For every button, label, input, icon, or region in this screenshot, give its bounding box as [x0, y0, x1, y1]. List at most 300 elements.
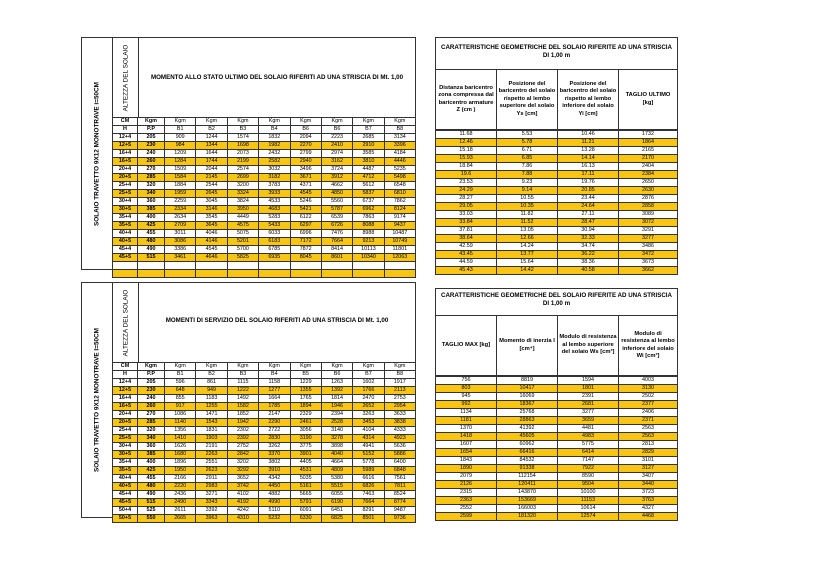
- table-cell: 2685: [353, 134, 384, 142]
- table-cell: 40.58: [558, 267, 619, 275]
- table-row: [436, 163, 678, 171]
- table-row: [436, 433, 678, 441]
- table-cell: 40+4: [113, 475, 138, 483]
- table-cell: 3659: [558, 417, 619, 425]
- table-cell: 12063: [384, 254, 415, 262]
- table-cell: 2170: [619, 155, 678, 163]
- table-cell: 20+4: [113, 166, 138, 174]
- table-row: [113, 427, 416, 435]
- table-cell: 550: [138, 515, 165, 523]
- table-row: [436, 147, 678, 155]
- table-cell: 1543: [196, 419, 227, 427]
- table-cell: 10.46: [558, 131, 619, 139]
- table-cell: 3950: [227, 206, 258, 214]
- table-cell: 3386: [165, 246, 196, 254]
- table-cell: 9174: [384, 214, 415, 222]
- table-cell: 10614: [558, 505, 619, 513]
- table-cell: 4662: [321, 182, 352, 190]
- table-cell: 13.05: [497, 227, 558, 235]
- table-cell: 20+4: [113, 411, 138, 419]
- table-cell: 7811: [384, 483, 415, 491]
- table-cell: 1801: [558, 385, 619, 393]
- table-cell: 7147: [558, 457, 619, 465]
- table-row: [113, 142, 416, 150]
- table-cell: 12.46: [436, 139, 497, 147]
- table-cell: 2220: [165, 483, 196, 491]
- top-altezza-box: [112, 37, 139, 118]
- top-right-title: CARATTERISTICHE GEOMETRICHE DEL SOLAIO RIFERITE AD UNA STRISCIA DI 1,00 m: [440, 44, 672, 59]
- table-cell: 2974: [321, 150, 352, 158]
- top-side-label: SOLAIO TRAVETTO 9X12 MONOTRAVE i=50CM: [93, 81, 101, 226]
- table-cell: 25+4: [113, 182, 138, 190]
- table-cell: 984: [165, 142, 196, 150]
- table-row: [113, 166, 416, 174]
- table-cell: 3838: [384, 419, 415, 427]
- table-cell: 1229: [290, 379, 321, 387]
- bottom-side-label: SOLAIO TRAVETTO 9X12 MONOTRAVE I=50CM: [93, 328, 101, 472]
- table-cell: 2290: [259, 419, 290, 427]
- table-cell: 30.94: [558, 227, 619, 235]
- column-header-row: [113, 371, 416, 379]
- table-cell: 11.52: [497, 219, 558, 227]
- table-cell: 1277: [259, 387, 290, 395]
- table-cell: 2842: [227, 451, 258, 459]
- table-cell: [227, 270, 258, 278]
- bottom-right-head-2: Momento di inerzia I [cm⁴]: [496, 315, 558, 376]
- table-cell: 24.64: [558, 203, 619, 211]
- table-cell: 9.14: [497, 187, 558, 195]
- table-cell: 2191: [196, 443, 227, 451]
- table-cell: 45+4: [113, 246, 138, 254]
- table-cell: B5: [290, 371, 321, 379]
- table-row: [113, 206, 416, 214]
- table-cell: 4333: [384, 427, 415, 435]
- table-cell: 3775: [290, 443, 321, 451]
- table-cell: 8088: [353, 222, 384, 230]
- table-cell: P.P: [138, 126, 165, 134]
- table-cell: 4990: [259, 499, 290, 507]
- table-cell: B2: [196, 126, 227, 134]
- table-cell: 3072: [619, 219, 678, 227]
- table-cell: 84532: [497, 457, 558, 465]
- table-cell: 6033: [259, 230, 290, 238]
- table-cell: 4040: [321, 451, 352, 459]
- table-cell: 205: [138, 134, 165, 142]
- table-row: [113, 387, 416, 395]
- table-row: [436, 131, 678, 139]
- table-cell: 29.05: [436, 203, 497, 211]
- table-cell: 3032: [259, 166, 290, 174]
- top-right-head-1: Distanza baricentro zona compressa dal baricentro armature Z (cm ): [435, 69, 497, 130]
- table-cell: 7.88: [497, 171, 558, 179]
- top-title: MOMENTO ALLO STATO ULTIMO DEL SOLAIO RIFERITI AD UNA STRISCIA DI Mt. 1,00: [150, 74, 404, 81]
- table-cell: B4: [259, 126, 290, 134]
- table-row: [436, 219, 678, 227]
- table-cell: 4545: [196, 246, 227, 254]
- table-cell: 166003: [497, 505, 558, 513]
- table-cell: 5035: [290, 475, 321, 483]
- table-row: [436, 513, 678, 521]
- table-cell: 1698: [227, 142, 258, 150]
- top-title-box: [138, 37, 416, 118]
- table-cell: 1626: [165, 443, 196, 451]
- table-cell: 12.66: [497, 235, 558, 243]
- table-cell: 10487: [384, 230, 415, 238]
- bottom-altezza-label: ALTEZZA DEL SOLAIO: [122, 289, 129, 356]
- table-cell: 260: [138, 158, 165, 166]
- table-cell: 3127: [619, 465, 678, 473]
- table-cell: 3370: [259, 451, 290, 459]
- table-cell: 2528: [321, 419, 352, 427]
- table-cell: 2404: [619, 163, 678, 171]
- table-cell: 4923: [384, 435, 415, 443]
- bottom-right-head-1: TAGLIO MAX [kg]: [435, 315, 497, 376]
- table-cell: Kgm: [138, 363, 165, 371]
- table-row: [113, 246, 416, 254]
- table-cell: 240: [138, 395, 165, 403]
- table-row: [113, 174, 416, 182]
- table-cell: 34.74: [558, 243, 619, 251]
- table-cell: [138, 262, 165, 270]
- table-cell: 2410: [321, 142, 352, 150]
- table-cell: 20+5: [113, 419, 138, 427]
- table-cell: 30+4: [113, 198, 138, 206]
- table-cell: 3086: [165, 238, 196, 246]
- table-cell: 480: [138, 483, 165, 491]
- table-row: [113, 459, 416, 467]
- table-cell: 4184: [384, 150, 415, 158]
- table-row: [436, 179, 678, 187]
- table-cell: 3496: [290, 166, 321, 174]
- table-cell: 5433: [259, 222, 290, 230]
- table-cell: 5837: [353, 190, 384, 198]
- table-cell: Kgm: [259, 363, 290, 371]
- table-cell: 3802: [259, 459, 290, 467]
- table-row: [113, 395, 416, 403]
- table-cell: [113, 262, 138, 270]
- table-cell: B8: [384, 371, 415, 379]
- table-cell: 2752: [227, 443, 258, 451]
- table-cell: 2315: [436, 489, 497, 497]
- top-side-label-box: [81, 37, 113, 270]
- table-cell: 25+4: [113, 427, 138, 435]
- table-cell: 3263: [353, 411, 384, 419]
- table-cell: 2461: [290, 419, 321, 427]
- top-right-head-3: Posizione del baricentro del solaio rispetto al lembo inferiore del solaio Yi [cm]: [557, 69, 619, 130]
- table-cell: 4850: [321, 190, 352, 198]
- table-row: [436, 187, 678, 195]
- table-row: [436, 251, 678, 259]
- table-cell: 10.35: [497, 203, 558, 211]
- table-cell: 3633: [384, 411, 415, 419]
- table-cell: [384, 270, 415, 278]
- table-cell: 2270: [290, 142, 321, 150]
- table-cell: 37.81: [436, 227, 497, 235]
- table-cell: 30+4: [113, 443, 138, 451]
- table-cell: 13.77: [497, 251, 558, 259]
- table-cell: 5421: [290, 206, 321, 214]
- table-cell: 1255: [196, 403, 227, 411]
- top-altezza-label: ALTEZZA DEL SOLAIO: [122, 44, 129, 111]
- table-cell: 38.64: [436, 235, 497, 243]
- table-cell: 5665: [290, 491, 321, 499]
- bottom-geometry-table: [435, 376, 678, 521]
- table-cell: 15.64: [497, 259, 558, 267]
- table-cell: 6.71: [497, 147, 558, 155]
- table-cell: 8601: [321, 254, 352, 262]
- table-cell: 1222: [227, 387, 258, 395]
- table-cell: Kgm: [259, 118, 290, 126]
- table-cell: Kgm: [290, 363, 321, 371]
- table-cell: 3910: [259, 467, 290, 475]
- table-cell: 8524: [384, 491, 415, 499]
- table-cell: [165, 262, 196, 270]
- table-cell: 1894: [290, 403, 321, 411]
- table-cell: 4327: [619, 505, 678, 513]
- table-cell: 1370: [436, 425, 497, 433]
- table-cell: [227, 262, 258, 270]
- table-cell: 861: [196, 379, 227, 387]
- table-cell: [321, 270, 352, 278]
- table-cell: Kgm: [227, 118, 258, 126]
- table-cell: 340: [138, 435, 165, 443]
- table-cell: 12+5: [113, 387, 138, 395]
- table-cell: 1831: [196, 427, 227, 435]
- table-row: [113, 499, 416, 507]
- table-cell: 3056: [290, 427, 321, 435]
- table-row: [436, 449, 678, 457]
- table-row: [113, 483, 416, 491]
- table-cell: 1917: [384, 379, 415, 387]
- table-cell: 5232: [259, 515, 290, 523]
- table-cell: 4310: [227, 515, 258, 523]
- table-cell: Kgm: [165, 363, 196, 371]
- table-cell: 5235: [384, 166, 415, 174]
- table-cell: 2113: [384, 387, 415, 395]
- table-cell: 6726: [321, 222, 352, 230]
- table-cell: 2199: [227, 158, 258, 166]
- table-row: [436, 401, 678, 409]
- table-cell: 3912: [321, 174, 352, 182]
- table-cell: 45.43: [436, 267, 497, 275]
- table-row: [113, 467, 416, 475]
- table-cell: 2165: [619, 147, 678, 155]
- table-row: [436, 393, 678, 401]
- table-cell: 320: [138, 427, 165, 435]
- table-cell: 2709: [165, 222, 196, 230]
- table-cell: 1654: [436, 449, 497, 457]
- table-cell: 3011: [165, 230, 196, 238]
- table-cell: 6297: [290, 222, 321, 230]
- table-cell: 14.14: [558, 155, 619, 163]
- table-cell: 41392: [497, 425, 558, 433]
- table-cell: 4342: [259, 475, 290, 483]
- table-cell: 3585: [353, 150, 384, 158]
- table-cell: 1602: [353, 379, 384, 387]
- table-cell: 2377: [619, 401, 678, 409]
- table-cell: 3324: [227, 190, 258, 198]
- table-cell: B1: [165, 126, 196, 134]
- table-cell: 949: [196, 387, 227, 395]
- table-cell: 4104: [353, 427, 384, 435]
- table-cell: 7922: [558, 465, 619, 473]
- table-cell: 12+5: [113, 142, 138, 150]
- table-cell: 385: [138, 451, 165, 459]
- table-cell: 2830: [259, 435, 290, 443]
- table-row: [436, 505, 678, 513]
- table-cell: 3277: [558, 409, 619, 417]
- table-cell: Kgm: [196, 118, 227, 126]
- table-cell: 3291: [619, 227, 678, 235]
- table-cell: 18367: [497, 401, 558, 409]
- table-cell: 3292: [227, 467, 258, 475]
- table-cell: 2681: [558, 401, 619, 409]
- table-row: [113, 475, 416, 483]
- table-cell: 11153: [558, 497, 619, 505]
- table-cell: 5.53: [497, 131, 558, 139]
- table-cell: 2623: [196, 467, 227, 475]
- table-cell: 4446: [384, 158, 415, 166]
- table-cell: 1896: [165, 459, 196, 467]
- table-cell: 5775: [558, 441, 619, 449]
- bottom-right-head-3: Modulo di resistenza al lembo superiore del solaio Ws [cm³]: [557, 315, 619, 376]
- table-cell: 2829: [619, 449, 678, 457]
- table-row: [436, 171, 678, 179]
- table-cell: 35+5: [113, 467, 138, 475]
- table-cell: 3277: [619, 235, 678, 243]
- table-cell: 36.22: [558, 251, 619, 259]
- table-cell: 23.53: [436, 179, 497, 187]
- table-cell: 6996: [290, 230, 321, 238]
- table-cell: [290, 270, 321, 278]
- bottom-right-title-box: [435, 288, 678, 316]
- table-cell: 1765: [290, 395, 321, 403]
- table-cell: 6810: [384, 190, 415, 198]
- table-cell: CM: [113, 363, 138, 371]
- table-cell: 2263: [196, 451, 227, 459]
- table-row: [113, 222, 416, 230]
- table-cell: 4450: [259, 483, 290, 491]
- table-cell: Kgm: [290, 118, 321, 126]
- table-cell: H: [113, 126, 138, 134]
- table-cell: 1950: [165, 467, 196, 475]
- table-cell: B7: [353, 126, 384, 134]
- table-cell: 1140: [165, 419, 196, 427]
- table-cell: P.P: [138, 371, 165, 379]
- table-cell: 1594: [558, 377, 619, 385]
- table-row: [436, 441, 678, 449]
- table-cell: 9504: [558, 481, 619, 489]
- column-header-row: [113, 126, 416, 134]
- table-cell: 6548: [384, 182, 415, 190]
- table-cell: 3652: [227, 475, 258, 483]
- table-cell: 10.55: [497, 195, 558, 203]
- table-cell: 230: [138, 387, 165, 395]
- table-cell: 1982: [259, 142, 290, 150]
- table-row: [436, 227, 678, 235]
- table-cell: 2630: [619, 187, 678, 195]
- table-cell: 1884: [165, 182, 196, 190]
- table-cell: 45605: [497, 433, 558, 441]
- table-cell: 7172: [290, 238, 321, 246]
- table-cell: 28863: [497, 417, 558, 425]
- table-cell: 340: [138, 190, 165, 198]
- table-cell: 28.27: [436, 195, 497, 203]
- table-cell: [290, 262, 321, 270]
- table-cell: 1732: [619, 131, 678, 139]
- table-cell: 13.28: [558, 147, 619, 155]
- table-cell: B7: [353, 371, 384, 379]
- table-cell: 3045: [196, 198, 227, 206]
- table-cell: 5201: [227, 238, 258, 246]
- table-cell: 2876: [619, 195, 678, 203]
- table-cell: 8590: [558, 473, 619, 481]
- table-cell: 909: [165, 134, 196, 142]
- table-cell: 3396: [384, 142, 415, 150]
- table-cell: 3200: [227, 182, 258, 190]
- table-cell: 3486: [619, 243, 678, 251]
- table-cell: B3: [227, 371, 258, 379]
- table-cell: 16+4: [113, 395, 138, 403]
- table-cell: 10100: [558, 489, 619, 497]
- table-cell: 5700: [227, 246, 258, 254]
- table-cell: 2223: [321, 134, 352, 142]
- table-row: [436, 139, 678, 147]
- bottom-moment-table: [112, 362, 416, 523]
- table-cell: 3343: [196, 499, 227, 507]
- table-cell: 38.36: [558, 259, 619, 267]
- table-cell: 3202: [227, 459, 258, 467]
- table-cell: 91338: [497, 465, 558, 473]
- table-cell: 2599: [436, 513, 497, 521]
- table-cell: 43.45: [436, 251, 497, 259]
- table-cell: 1263: [321, 379, 352, 387]
- table-cell: 285: [138, 419, 165, 427]
- table-cell: 205: [138, 379, 165, 387]
- table-row: [436, 195, 678, 203]
- table-cell: 2329: [290, 411, 321, 419]
- table-cell: 2652: [353, 403, 384, 411]
- table-cell: 2490: [165, 499, 196, 507]
- table-cell: 5787: [321, 206, 352, 214]
- table-cell: 2563: [619, 433, 678, 441]
- table-cell: 1418: [436, 433, 497, 441]
- table-cell: 480: [138, 238, 165, 246]
- table-cell: 4983: [558, 433, 619, 441]
- table-cell: 8291: [353, 507, 384, 515]
- table-cell: H: [113, 371, 138, 379]
- table-row: [436, 203, 678, 211]
- table-cell: 3146: [196, 206, 227, 214]
- table-cell: 6539: [321, 214, 352, 222]
- table-cell: 2302: [227, 427, 258, 435]
- table-cell: 25+5: [113, 190, 138, 198]
- table-cell: 3963: [196, 515, 227, 523]
- table-cell: 6451: [321, 507, 352, 515]
- table-cell: 1410: [165, 435, 196, 443]
- table-cell: Kgm: [321, 363, 352, 371]
- table-cell: 4575: [227, 222, 258, 230]
- table-cell: [138, 270, 165, 278]
- table-cell: 3933: [259, 190, 290, 198]
- table-cell: 3271: [196, 491, 227, 499]
- table-cell: 5636: [384, 443, 415, 451]
- table-cell: 1903: [196, 435, 227, 443]
- table-cell: B3: [227, 126, 258, 134]
- table-cell: Kgm: [384, 118, 415, 126]
- table-cell: 42.59: [436, 243, 497, 251]
- bottom-side-label-box: [81, 282, 113, 518]
